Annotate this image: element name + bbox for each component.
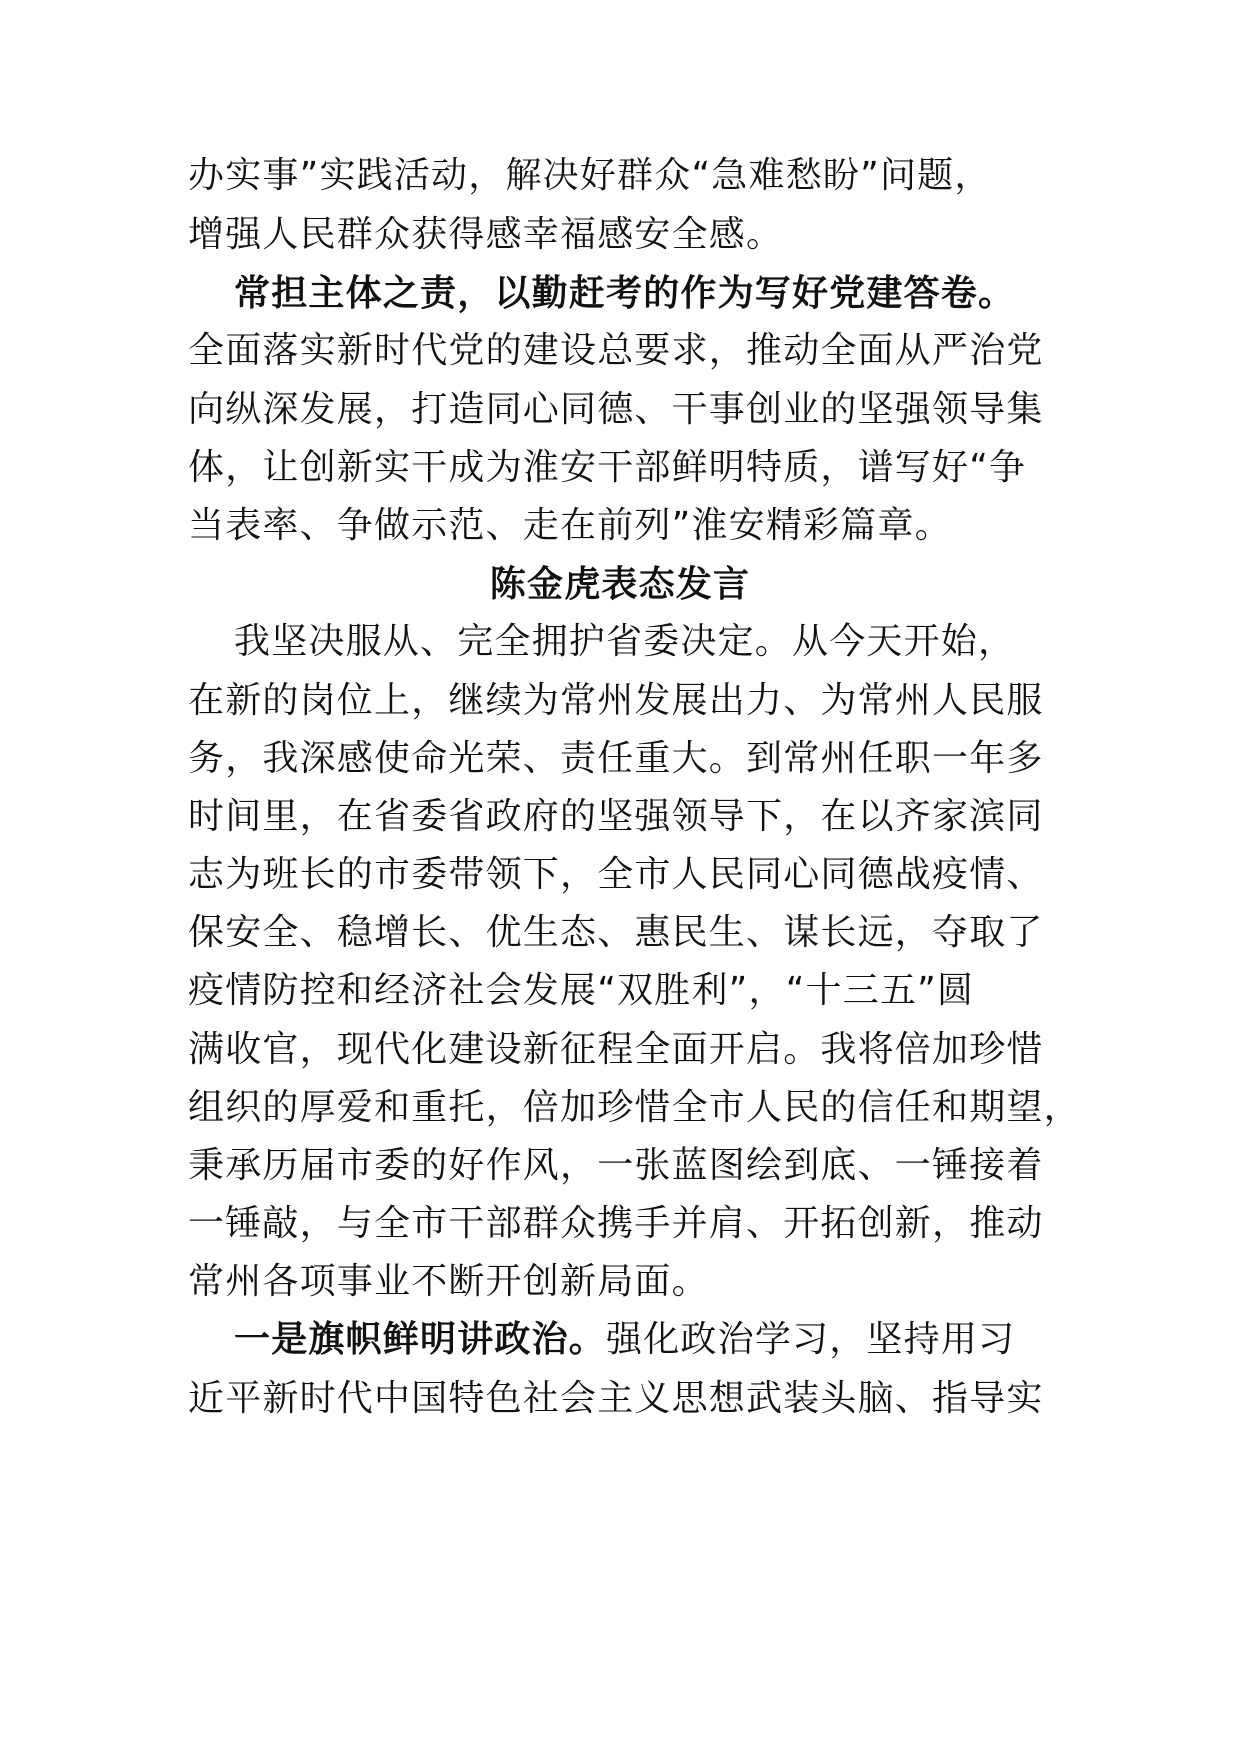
text-run: 增强人民群众获得感幸福感安全感。 (188, 214, 784, 255)
bold-lead-line (234, 272, 1015, 316)
mixed-lead-line (234, 1318, 1015, 1362)
body-text-line (188, 737, 1044, 781)
text-run: 疫情防控和经济社会发展“双胜利”，“十三五”圆 (188, 970, 975, 1011)
body-text-line (188, 1202, 1044, 1246)
body-text-line (188, 504, 952, 548)
text-run: 全面落实新时代党的建设总要求，推动全面从严治党 (188, 330, 1044, 371)
text-run: 一锤敲，与全市干部群众携手并肩、开拓创新，推动 (188, 1203, 1044, 1244)
body-text-line (188, 679, 1044, 723)
body-text-line (188, 329, 1044, 373)
text-run: 近平新时代中国特色社会主义思想武装头脑、指导实 (188, 1378, 1044, 1419)
body-text-line (234, 620, 1015, 664)
body-text-line (188, 388, 1044, 432)
bold-text-run: 一是旗帜鲜明讲政治。 (234, 1319, 607, 1360)
body-text-line (188, 154, 992, 198)
body-text-line (188, 446, 1026, 490)
body-text-line (188, 911, 1044, 955)
text-run: 体，让创新实干成为淮安干部鲜明特质，谱写好“争 (188, 447, 1027, 488)
text-run: 常州各项事业不断开创新局面。 (188, 1261, 709, 1302)
body-text-line (188, 795, 1044, 839)
text-run: 强化政治学习，坚持用习 (606, 1319, 1016, 1360)
text-run: 在新的岗位上，继续为常州发展出力、为常州人民服 (188, 680, 1044, 721)
text-run: 组织的厚爱和重托，倍加珍惜全市人民的信任和期望， (188, 1087, 1081, 1128)
body-text-line (188, 1260, 709, 1304)
text-run: 我坚决服从、完全拥护省委决定。从今天开始， (234, 621, 1016, 662)
body-text-line (188, 1144, 1044, 1188)
body-text-line (188, 1028, 1044, 1072)
body-text-line (188, 969, 974, 1013)
body-text-line (188, 213, 783, 257)
bold-text-run: 常担主体之责，以勤赶考的作为写好党建答卷。 (234, 273, 1016, 314)
text-run: 务，我深感使命光荣、责任重大。到常州任职一年多 (188, 738, 1044, 779)
text-run: 保安全、稳增长、优生态、惠民生、谋长远，夺取了 (188, 912, 1044, 953)
section-heading: 陈金虎表态发言 (489, 564, 751, 605)
body-text-line (188, 853, 1044, 897)
text-run: 志为班长的市委带领下，全市人民同心同德战疫情、 (188, 854, 1044, 895)
body-text-line (188, 1377, 1044, 1421)
text-run: 满收官，现代化建设新征程全面开启。我将倍加珍惜 (188, 1029, 1044, 1070)
text-run: 办实事”实践活动，解决好群众“急难愁盼”问题， (188, 155, 992, 196)
text-run: 时间里，在省委省政府的坚强领导下，在以齐家滨同 (188, 796, 1044, 837)
text-run: 当表率、争做示范、走在前列”淮安精彩篇章。 (188, 505, 952, 546)
text-run: 秉承历届市委的好作风，一张蓝图绘到底、一锤接着 (188, 1145, 1044, 1186)
body-text-line (188, 1086, 1081, 1130)
text-run: 向纵深发展，打造同心同德、干事创业的坚强领导集 (188, 389, 1044, 430)
